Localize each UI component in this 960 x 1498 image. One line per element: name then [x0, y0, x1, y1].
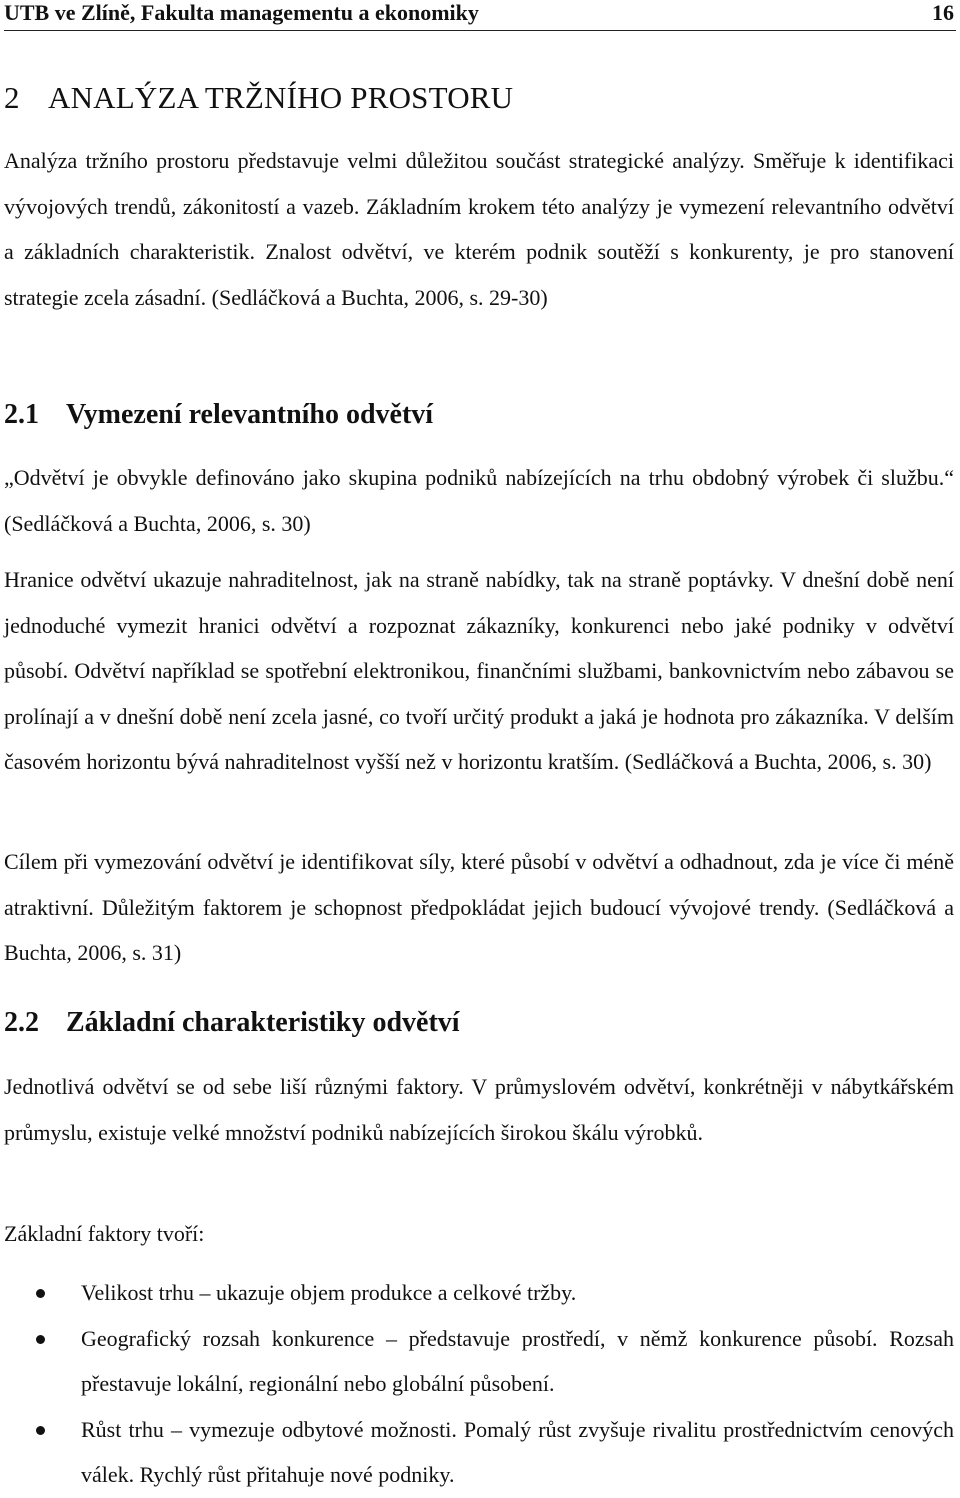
bullet-icon: [36, 1335, 45, 1344]
chapter-number: 2: [4, 80, 20, 115]
section-heading-2-1: [4, 398, 954, 432]
section-title: Základní charakteristiky odvětví: [66, 1007, 460, 1038]
paragraph: Jednotlivá odvětví se od sebe liší různými faktory. V průmyslovém odvětví, konkrétněji v nábytkářském průmyslu, existuje velké množství podniků nabízejících širokou škálu výrobků.: [4, 1074, 954, 1145]
bullet-icon: [36, 1426, 45, 1435]
section1-paragraph-1: [4, 455, 954, 546]
chapter-title: ANALÝZA TRŽNÍHO PROSTORU: [48, 80, 514, 115]
chapter-paragraph: [4, 138, 954, 320]
section-title: Vymezení relevantního odvětví: [66, 399, 434, 430]
header-title: UTB ve Zlíně, Fakulta managementu a ekonomiky: [4, 0, 479, 25]
list-item: Růst trhu – vymezuje odbytové možnosti. Pomalý růst zvyšuje rivalitu prostřednictvím cenových válek. Rychlý růst přitahuje nové podniky.: [4, 1407, 954, 1498]
paragraph: Cílem při vymezování odvětví je identifikovat síly, které působí v odvětví a odhadnout, zda je více či méně atraktivní. Důležitým faktorem je schopnost předpokládat jejich budoucí vývojové trendy. (Sedláčková a Buchta, 2006, s. 31): [4, 849, 954, 965]
bullet-icon: [36, 1289, 45, 1298]
paragraph: Analýza tržního prostoru představuje velmi důležitou součást strategické analýzy. Směřuje k identifikaci vývojových trendů, zákonitostí a vazeb. Základním krokem této analýzy je vymezení relevantního odvětví a základních charakteristik. Znalost odvětví, ve kterém podnik soutěží s konkurenty, je pro stanovení strategie zcela zásadní. (Sedláčková a Buchta, 2006, s. 29-30): [4, 148, 954, 310]
section-number: 2.2: [4, 1007, 39, 1038]
section2-paragraph: [4, 1064, 954, 1155]
section-heading-2-2: [4, 1006, 954, 1040]
factor-list: [4, 1270, 954, 1498]
section-number: 2.1: [4, 399, 39, 430]
chapter-heading: [4, 80, 954, 116]
paragraph: Hranice odvětví ukazuje nahraditelnost, jak na straně nabídky, tak na straně poptávky. V dnešní době není jednoduché vymezit hranici odvětví a rozpoznat zákazníky, konkurenci nebo jaké podniky v odvětví působí. Odvětví například se spotřební elektronikou, finančními službami, bankovnictvím nebo zábavou se prolínají a v dnešní době není zcela jasné, co tvoří určitý produkt a jaká je hodnota pro zákazníka. V delším časovém horizontu bývá nahraditelnost vyšší než v horizontu kratším. (Sedláčková a Buchta, 2006, s. 30): [4, 567, 954, 774]
page-number: 16: [932, 0, 954, 25]
list-item: Velikost trhu – ukazuje objem produkce a celkové tržby.: [4, 1270, 954, 1316]
section1-paragraph-2: [4, 557, 954, 785]
quote-paragraph: „Odvětví je obvykle definováno jako skupina podniků nabízejících na trhu obdobný výrobek či službu.“ (Sedláčková a Buchta, 2006, s. 30): [4, 465, 954, 536]
section1-paragraph-3: [4, 839, 954, 976]
paragraph: Základní faktory tvoří:: [4, 1221, 205, 1246]
page-header: [4, 0, 956, 31]
list-intro: [4, 1211, 954, 1257]
list-item: Geografický rozsah konkurence – představuje prostředí, v němž konkurence působí. Rozsah přestavuje lokální, regionální nebo globální působení.: [4, 1316, 954, 1407]
